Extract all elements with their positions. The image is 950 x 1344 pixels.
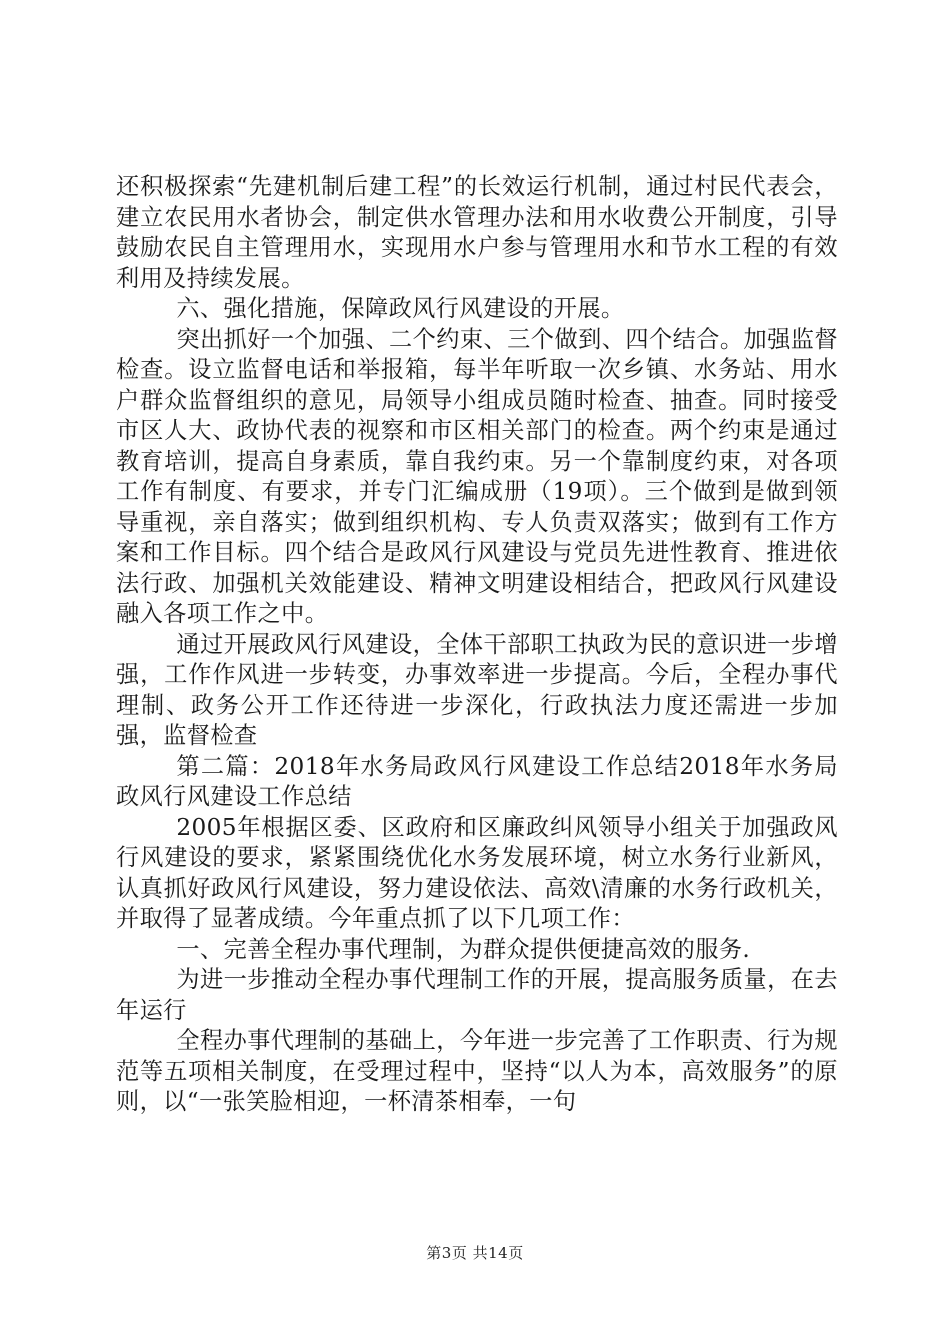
paragraph-7-heading-one: 一、完善全程办事代理制，为群众提供便捷高效的服务. xyxy=(176,935,751,963)
document-body xyxy=(116,172,838,1118)
paragraph-1: 还积极探索“先建机制后建工程”的长效运行机制，通过村民代表会，建立农民用水者协会，制定供水管理办法和用水收费公开制度，引导鼓励农民自主管理用水，实现用水户参与管理用水和节水工程的有效利用及持续发展。 xyxy=(116,173,838,292)
paragraph-5-section-title: 第二篇：2018年水务局政风行风建设工作总结2018年水务局政风行风建设工作总结 xyxy=(116,752,838,810)
paragraph-6: 2005年根据区委、区政府和区廉政纠风领导小组关于加强政风行风建设的要求，紧紧围绕优化水务发展环境，树立水务行业新风，认真抓好政风行风建设，努力建设依法、高效\清廉的水务行政机关，并取得了显著成绩。今年重点抓了以下几项工作： xyxy=(116,813,838,932)
paragraph-4: 通过开展政风行风建设，全体干部职工执政为民的意识进一步增强，工作作风进一步转变，办事效率进一步提高。今后，全程办事代理制、政务公开工作还待进一步深化，行政执法力度还需进一步加强，监督检查 xyxy=(116,630,838,749)
paragraph-3: 突出抓好一个加强、二个约束、三个做到、四个结合。加强监督检查。设立监督电话和举报箱，每半年听取一次乡镇、水务站、用水户群众监督组织的意见，局领导小组成员随时检查、抽查。同时接受市区人大、政协代表的视察和市区相关部门的检查。两个约束是通过教育培训，提高自身素质，靠自我约束。另一个靠制度约束，对各项工作有制度、有要求，并专门汇编成册（19项）。三个做到是做到领导重视，亲自落实；做到组织机构、专人负责双落实；做到有工作方案和工作目标。四个结合是政风行风建设与党员先进性教育、推进依法行政、加强机关效能建设、精神文明建设相结合，把政风行风建设融入各项工作之中。 xyxy=(116,325,838,627)
paragraph-2-heading-six: 六、强化措施，保障政风行风建设的开展。 xyxy=(176,295,625,322)
paragraph-8: 为进一步推动全程办事代理制工作的开展，提高服务质量，在去年运行 xyxy=(116,966,838,1024)
page-footer xyxy=(0,1242,950,1263)
paragraph-9: 全程办事代理制的基础上，今年进一步完善了工作职责、行为规范等五项相关制度，在受理过程中，坚持“以人为本，高效服务”的原则，以“一张笑脸相迎，一杯清茶相奉，一句 xyxy=(116,1027,838,1115)
page-number-label: 第3页 共14页 xyxy=(426,1244,524,1262)
